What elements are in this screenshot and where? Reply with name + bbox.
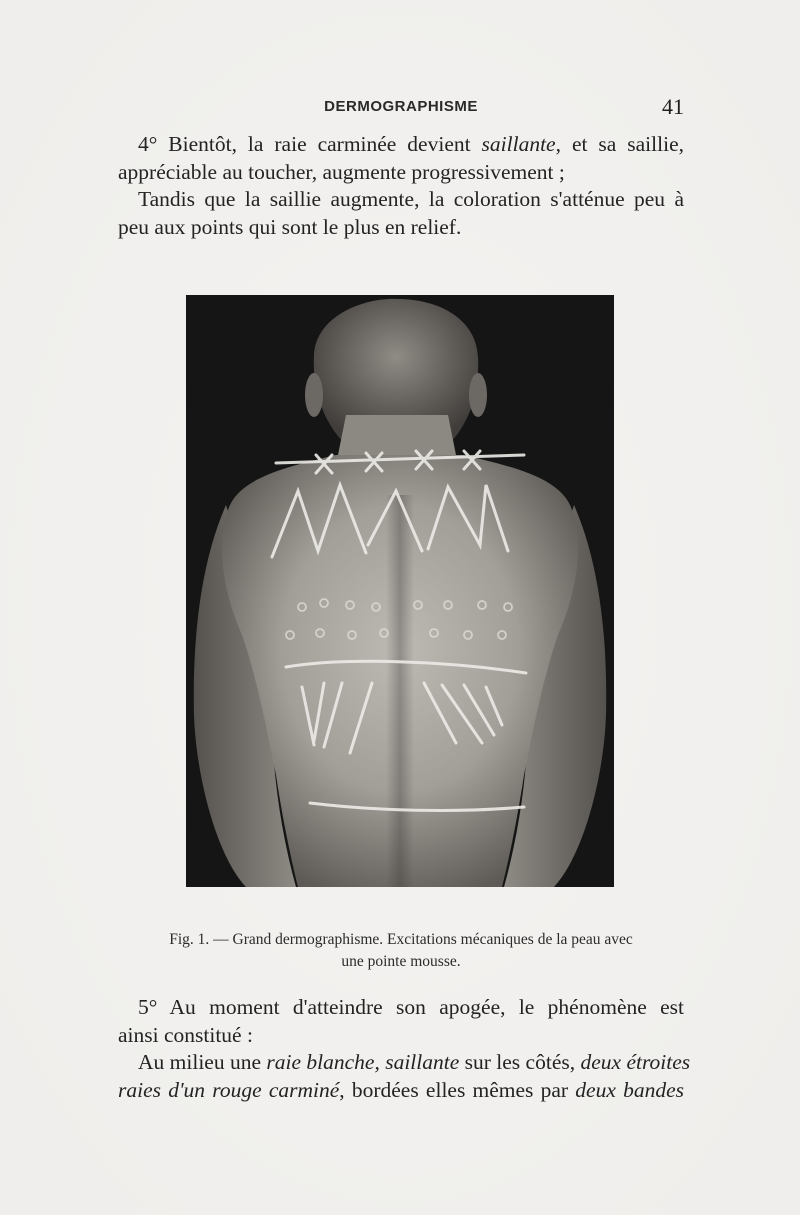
italic-term: deux étroites: [580, 1050, 691, 1074]
paragraph-5: [118, 994, 684, 1049]
paragraph-4: [118, 131, 684, 186]
italic-term: raie blanche, saillante: [266, 1050, 460, 1074]
italic-term: saillante: [481, 132, 556, 156]
running-title: DERMOGRAPHISME: [324, 98, 478, 115]
paragraph-line: 4° Bientôt, la raie carminée devient saillante, et sa saillie,: [138, 132, 684, 156]
paragraph-line: peu aux points qui sont le plus en relief.: [118, 214, 462, 239]
paragraph-line: raies d'un rouge carminé, bordées elles mêmes par deux bandes: [118, 1077, 684, 1102]
paragraph-line: Au milieu une raie blanche, saillante sur les côtés, deux étroites: [138, 1050, 691, 1074]
running-head: [118, 94, 684, 120]
paragraph-line: appréciable au toucher, augmente progressivement ;: [118, 159, 565, 184]
caption-line: Fig. 1. — Grand dermographisme. Excitations mécaniques de la peau avec: [169, 931, 633, 948]
paragraph-line: ainsi constitué :: [118, 1022, 253, 1047]
paragraph-au-milieu: [118, 1049, 691, 1104]
figure-caption: [118, 929, 684, 973]
figure-photograph: [186, 295, 614, 887]
italic-term: deux bandes: [575, 1077, 684, 1102]
page-number: 41: [662, 94, 684, 119]
paragraph-line: Tandis que la saillie augmente, la coloration s'atténue peu à: [138, 187, 684, 211]
italic-term: raies d'un rouge carminé: [118, 1077, 340, 1102]
caption-line: une pointe mousse.: [341, 953, 461, 970]
paragraph-tandis: [118, 186, 684, 241]
back-photograph: [186, 295, 614, 887]
paragraph-line: 5° Au moment d'atteindre son apogée, le phénomène est: [138, 995, 684, 1019]
